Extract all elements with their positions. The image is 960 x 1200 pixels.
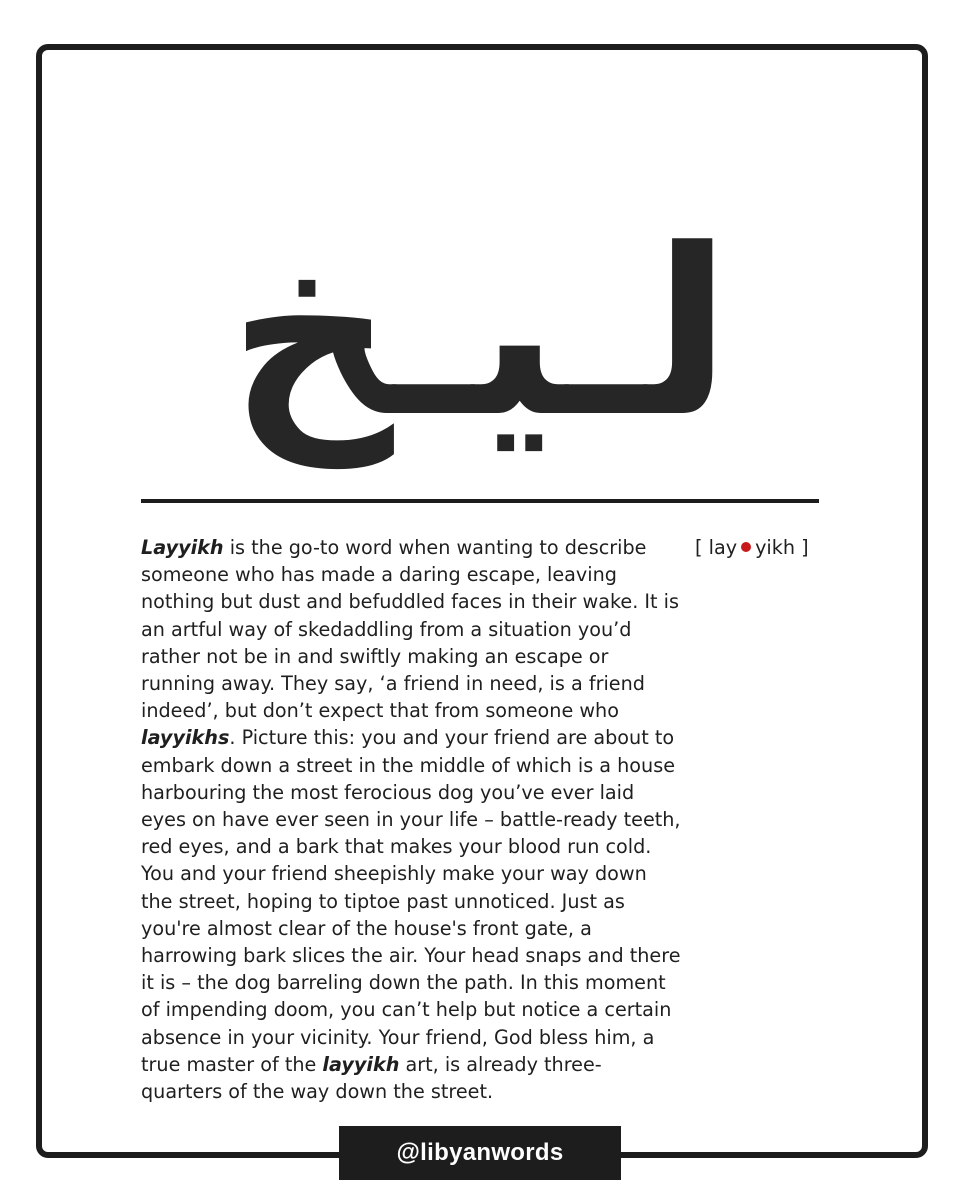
social-handle-badge (339, 1126, 621, 1180)
pronunciation-guide (695, 534, 809, 561)
term-layyikhs: layyikhs (141, 726, 230, 750)
pronunciation-syllable-1: lay (708, 536, 738, 559)
syllable-dot-icon (741, 542, 751, 552)
definition-text (141, 534, 681, 1105)
social-handle: @libyanwords (396, 1139, 564, 1166)
pronunciation-close-bracket: ] (801, 536, 809, 559)
term-layyikh-art: layyikh (322, 1052, 400, 1076)
term-layyikh: Layyikh (141, 536, 224, 559)
arabic-word-title: لـيـخ (228, 201, 732, 468)
definition-part-2: . Picture this: you and your friend are about to embark down a street in the middle of which is a house harbouring the most ferocious dog you’ve ever laid eyes on have ever seen in your life – battle-ready teeth, red eyes, and a bark that makes your blood run cold. You and your friend sheepishly make your way down the street, hoping to tiptoe past unnoticed. Just as you're almost clear of the house's front gate, a harrowing bark slices the air. Your head snaps and there it is – the dog barreling down the path. In this moment of impending doom, you can’t help but notice a certain absence in your vicinity. Your friend, God bless him, a true master of the (141, 726, 681, 1076)
definition-part-3: art, is already three-quarters of the way down the street. (141, 1052, 602, 1104)
pronunciation-open-bracket: [ (695, 536, 703, 559)
pronunciation-syllable-2: yikh (755, 536, 796, 559)
definition-part-1: is the go-to word when wanting to describe someone who has made a daring escape, leaving nothing but dust and befuddled faces in their wake. It is an artful way of skedaddling from a situation you’d rather not be in and swiftly making an escape or running away. They say, ‘a friend in need, is a friend indeed’, but don’t expect that from someone who (141, 536, 679, 723)
divider (141, 499, 819, 503)
